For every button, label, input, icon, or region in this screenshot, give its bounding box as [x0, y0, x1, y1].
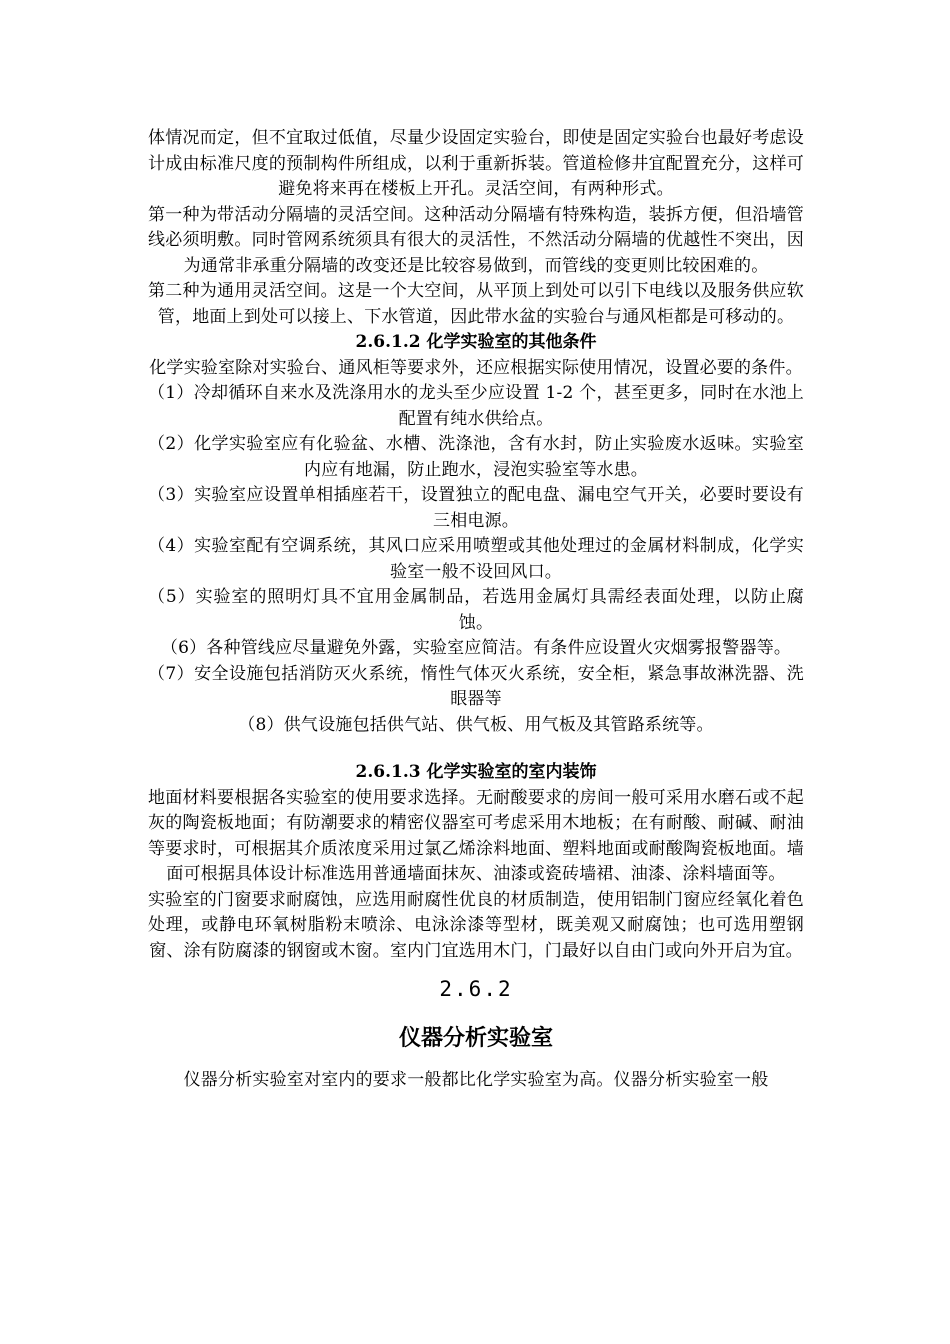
list-item: （8）供气设施包括供气站、供气板、用气板及其管路系统等。: [238, 714, 714, 735]
paragraph: 化学实验室除对实验台、通风柜等要求外，还应根据实际使用情况，设置必要的条件。: [149, 357, 803, 378]
list-item: （2）化学实验室应有化验盆、水槽、洗涤池，含有水封，防止实验废水返味。实验室内应有地漏，防止跑水，浸泡实验室等水患。: [148, 434, 804, 480]
paragraph: 第二种为通用灵活空间。这是一个大空间，从平顶上到处可以引下电线以及服务供应软管，地面上到处可以接上、下水管道，因此带水盆的实验台与通风柜都是可移动的。: [148, 281, 804, 327]
list-item: （3）实验室应设置单相插座若干，设置独立的配电盘、漏电空气开关，必要时要设有三相电源。: [148, 485, 804, 531]
section-number-262: 2.6.2: [439, 977, 513, 1001]
list-item: （4）实验室配有空调系统，其风口应采用喷塑或其他处理过的金属材料制成，化学实验室一般不设回风口。: [148, 536, 804, 582]
section-heading-2613: 2.6.1.3 化学实验室的室内装饰: [355, 762, 597, 782]
paragraph: 地面材料要根据各实验室的使用要求选择。无耐酸要求的房间一般可采用水磨石或不起灰的陶瓷板地面；有防潮要求的精密仪器室可考虑采用木地板；在有耐酸、耐碱、耐油等要求时，可根据其介质浓度采用过氯乙烯涂料地面、塑料地面或耐酸陶瓷板地面。墙面可根据具体设计标准选用普通墙面抹灰、油漆或瓷砖墙裙、油漆、涂料墙面等。: [148, 787, 804, 884]
list-item: （1）冷却循环自来水及洗涤用水的龙头至少应设置 1-2 个，甚至更多，同时在水池上配置有纯水供给点。: [148, 383, 804, 429]
paragraph: 第一种为带活动分隔墙的灵活空间。这种活动分隔墙有特殊构造，装拆方便，但沿墙管线必须明敷。同时管网系统须具有很大的灵活性，不然活动分隔墙的优越性不突出，因为通常非承重分隔墙的改变还是比较容易做到，而管线的变更则比较困难的。: [148, 204, 804, 276]
paragraph: 仪器分析实验室对室内的要求一般都比化学实验室为高。仪器分析实验室一般: [183, 1070, 769, 1090]
spacer: [148, 738, 804, 760]
document-page: [148, 126, 804, 1094]
paragraph: 体情况而定，但不宜取过低值，尽量少设固定实验台，即使是固定实验台也最好考虑设计成由标准尺度的预制构件所组成，以利于重新拆装。管道检修井宜配置充分，这样可避免将来再在楼板上开孔。灵活空间，有两种形式。: [148, 128, 804, 199]
list-item: （6）各种管线应尽量避免外露，实验室应简洁。有条件应设置火灾烟雾报警器等。: [160, 638, 792, 658]
paragraph: 实验室的门窗要求耐腐蚀，应选用耐腐性优良的材质制造，使用铝制门窗应经氧化着色处理，或静电环氧树脂粉末喷涂、电泳涂漆等型材，既美观又耐腐蚀；也可选用塑钢窗、涂有防腐漆的钢窗或木窗。室内门宜选用木门，门最好以自由门或向外开启为宜。: [148, 889, 804, 961]
list-item: （7）安全设施包括消防灭火系统，惰性气体灭火系统，安全柜，紧急事故淋洗器、洗眼器等: [148, 663, 804, 709]
section-title-262: 仪器分析实验室: [398, 1026, 553, 1051]
section-heading-2612: 2.6.1.2 化学实验室的其他条件: [355, 332, 597, 352]
list-item: （5）实验室的照明灯具不宜用金属制品，若选用金属灯具需经表面处理，以防止腐蚀。: [148, 587, 804, 633]
